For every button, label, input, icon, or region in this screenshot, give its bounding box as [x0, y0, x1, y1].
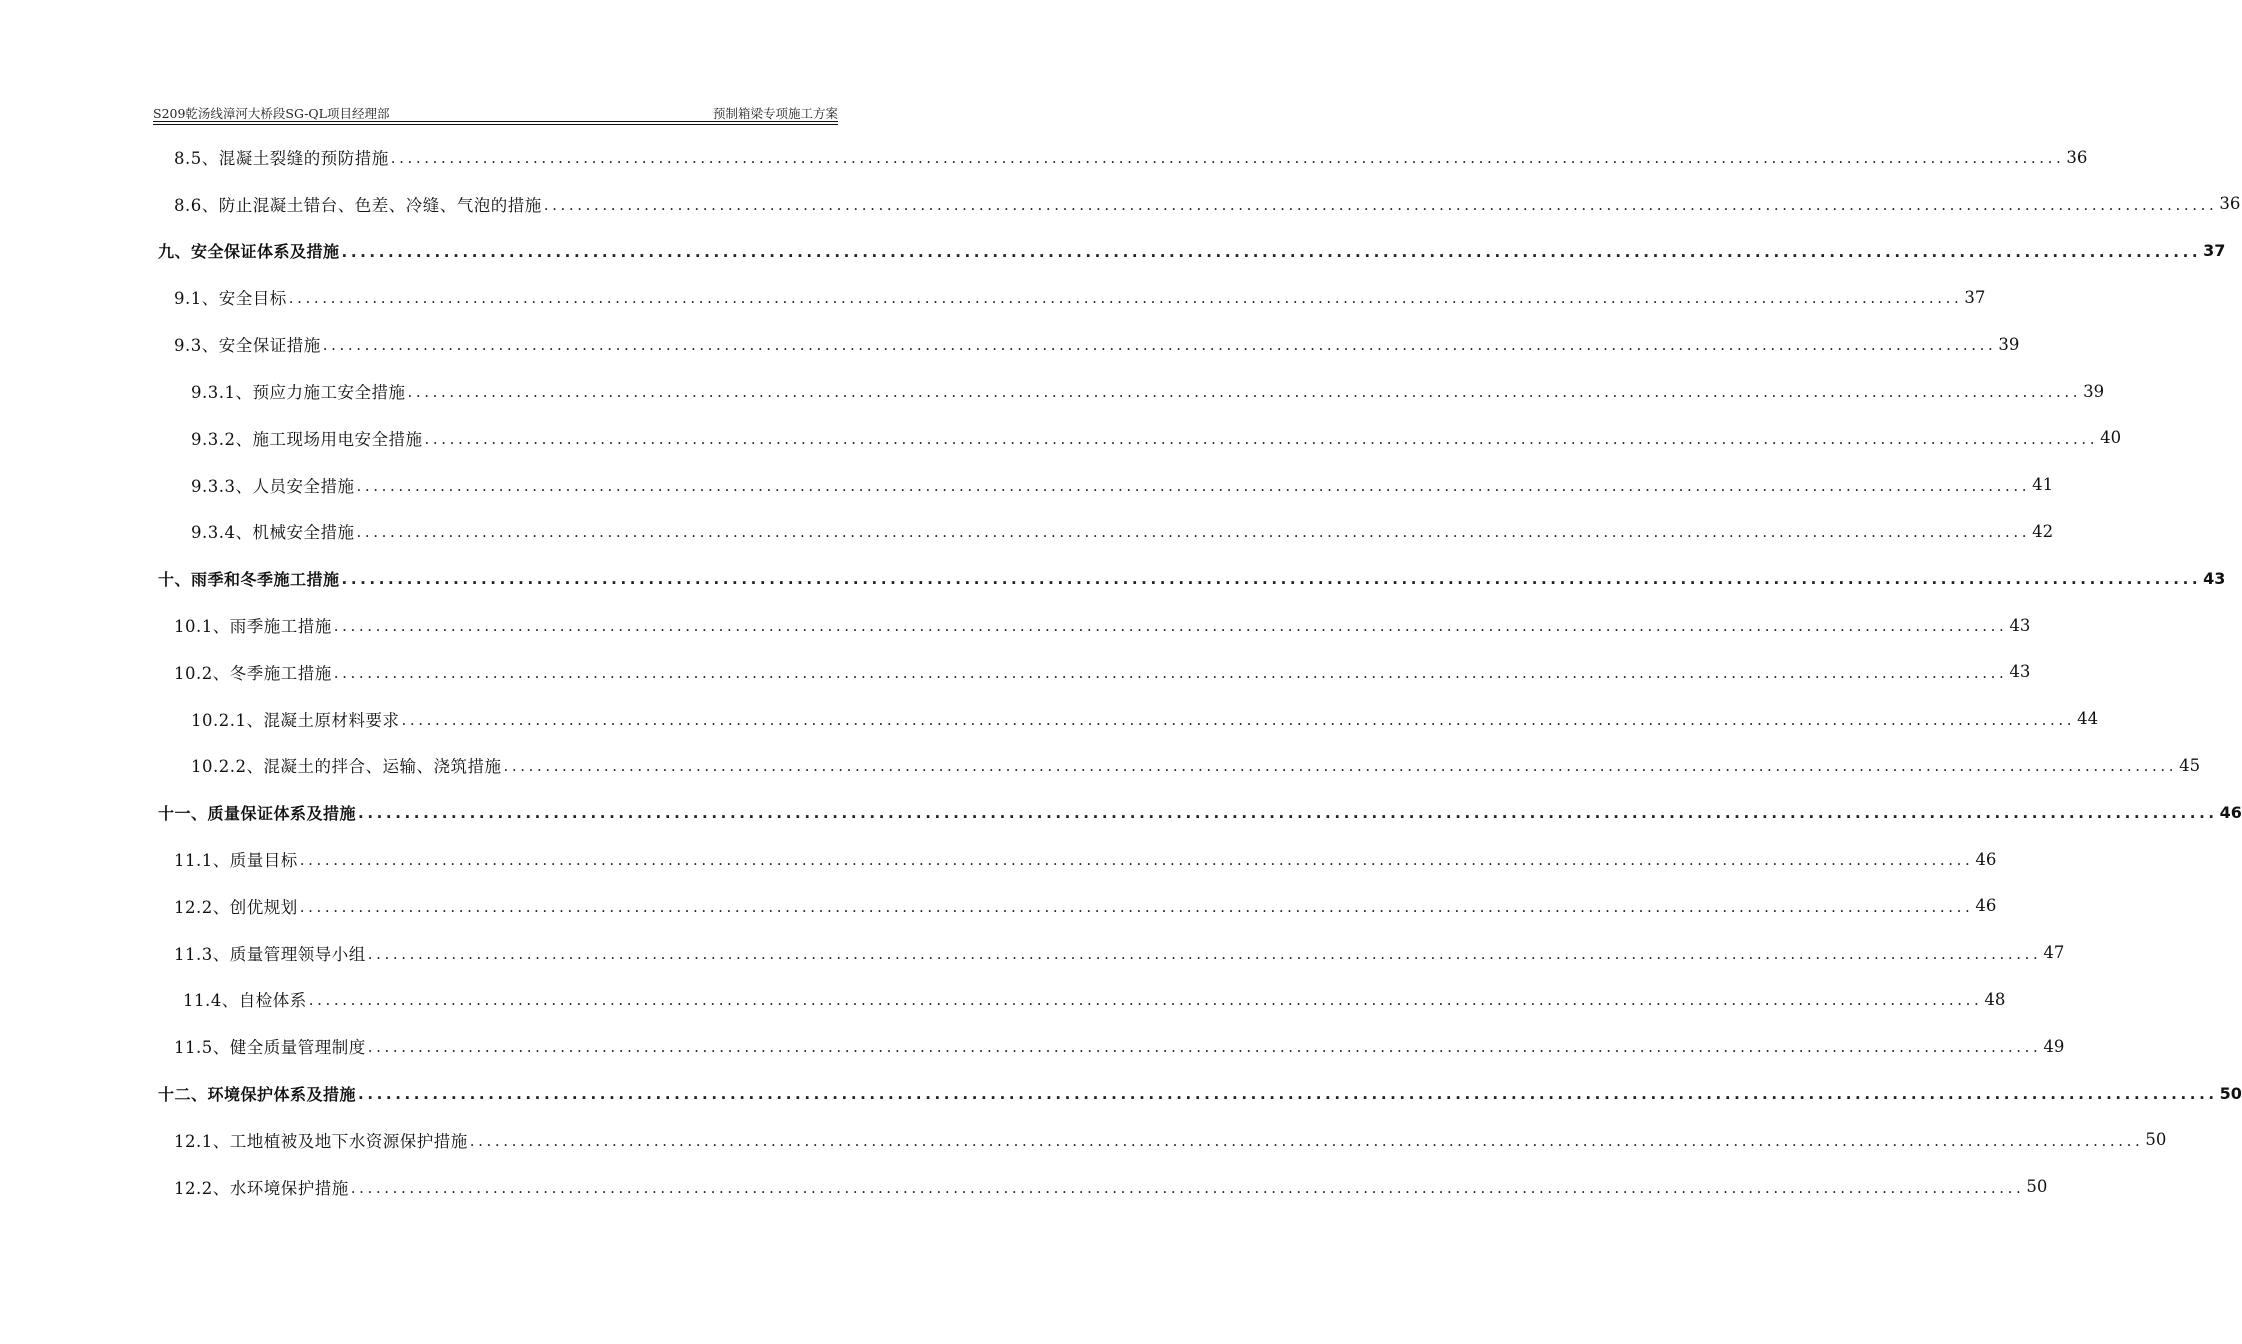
- toc-entry-page-number: 39: [2083, 381, 2105, 401]
- toc-entry-page-number: 42: [2032, 521, 2054, 541]
- toc-entry[interactable]: [191, 425, 2122, 451]
- toc-dot-leader: ........................................................................................................................................................................................................: [333, 617, 2008, 635]
- toc-entry[interactable]: [174, 331, 2020, 357]
- toc-dot-leader: ........................................................................................................................................................................................................: [288, 289, 1963, 308]
- toc-dot-leader: ........................................................................................................................................................................................................: [356, 523, 2031, 542]
- toc-dot-leader: ........................................................................................................................................................................................................: [543, 195, 2218, 214]
- toc-dot-leader: ........................................................................................................................................................................................................: [503, 757, 2178, 776]
- toc-dot-leader: ........................................................................................................................................................................................................: [341, 242, 2202, 261]
- toc-entry-page-number: 46: [2219, 802, 2242, 822]
- toc-dot-leader: ........................................................................................................................................................................................................: [358, 804, 2218, 823]
- toc-entry-title: 十二、环境保护体系及措施: [158, 1084, 357, 1104]
- toc-entry[interactable]: [174, 191, 2241, 217]
- toc-entry-title: 8.5、混凝土裂缝的预防措施: [174, 149, 389, 168]
- toc-entry-title: 9.1、安全目标: [174, 289, 287, 309]
- toc-entry-page-number: 40: [2100, 428, 2122, 448]
- header-document-title: 预制箱梁专项施工方案: [712, 106, 838, 121]
- toc-entry[interactable]: [158, 1080, 2242, 1106]
- toc-entry-page-number: 49: [2043, 1036, 2065, 1056]
- toc-entry-title: 11.4、自检体系: [183, 991, 307, 1011]
- toc-entry-page-number: 43: [2203, 568, 2226, 588]
- toc-entry-title: 9.3.2、施工现场用电安全措施: [191, 429, 423, 449]
- toc-entry-title: 九、安全保证体系及措施: [158, 242, 340, 262]
- toc-dot-leader: ........................................................................................................................................................................................................: [341, 570, 2202, 589]
- toc-entry-title: 10.1、雨季施工措施: [174, 617, 332, 636]
- header-divider-thin: [153, 124, 838, 125]
- toc-entry[interactable]: [183, 986, 2006, 1012]
- toc-entry-page-number: 48: [1984, 989, 2006, 1009]
- toc-entry-page-number: 36: [2066, 147, 2088, 167]
- toc-entry[interactable]: [174, 893, 1997, 919]
- toc-entry-page-number: 46: [1975, 896, 1997, 916]
- toc-entry[interactable]: [174, 1127, 2167, 1153]
- toc-dot-leader: ........................................................................................................................................................................................................: [401, 710, 2076, 729]
- toc-entry[interactable]: [158, 565, 2226, 591]
- toc-entry[interactable]: [174, 1033, 2065, 1059]
- toc-dot-leader: ........................................................................................................................................................................................................: [407, 383, 2082, 401]
- toc-dot-leader: ........................................................................................................................................................................................................: [299, 851, 1974, 869]
- toc-dot-leader: ........................................................................................................................................................................................................: [424, 429, 2099, 448]
- toc-entry[interactable]: [191, 472, 2054, 498]
- toc-entry[interactable]: [174, 612, 2031, 638]
- toc-entry[interactable]: [174, 144, 2088, 170]
- toc-entry[interactable]: [191, 752, 2201, 778]
- toc-dot-leader: ........................................................................................................................................................................................................: [350, 1178, 2025, 1197]
- toc-entry[interactable]: [174, 940, 2065, 966]
- toc-entry-page-number: 44: [2077, 709, 2099, 729]
- toc-entry-title: 10.2.2、混凝土的拌合、运输、浇筑措施: [191, 757, 502, 777]
- toc-dot-leader: ........................................................................................................................................................................................................: [356, 476, 2031, 495]
- toc-dot-leader: ........................................................................................................................................................................................................: [367, 1038, 2042, 1057]
- toc-entry-page-number: 43: [2009, 662, 2031, 682]
- toc-entry-title: 9.3.3、人员安全措施: [191, 476, 355, 496]
- toc-entry[interactable]: [191, 706, 2099, 732]
- header-project-name: S209乾汤线漳河大桥段SG-QL项目经理部: [153, 106, 390, 121]
- toc-entry-title: 10.2.1、混凝土原材料要求: [191, 710, 400, 730]
- toc-entry-title: 十、雨季和冬季施工措施: [158, 569, 340, 589]
- header-divider: [153, 121, 838, 122]
- toc-entry-title: 11.1、质量目标: [174, 851, 298, 870]
- toc-entry-title: 10.2、冬季施工措施: [174, 663, 332, 683]
- toc-entry[interactable]: [191, 518, 2054, 544]
- toc-entry-page-number: 50: [2145, 1130, 2167, 1150]
- toc-entry-page-number: 43: [2009, 615, 2031, 635]
- toc-entry-title: 8.6、防止混凝土错台、色差、冷缝、气泡的措施: [174, 195, 542, 215]
- toc-entry-page-number: 45: [2179, 755, 2201, 775]
- toc-dot-leader: ........................................................................................................................................................................................................: [358, 1085, 2218, 1103]
- toc-entry[interactable]: [174, 284, 1986, 310]
- toc-entry-page-number: 50: [2026, 1177, 2048, 1197]
- toc-entry-title: 9.3、安全保证措施: [174, 336, 321, 356]
- toc-dot-leader: ........................................................................................................................................................................................................: [390, 149, 2065, 167]
- toc-entry-page-number: 39: [1998, 334, 2020, 354]
- toc-entry-title: 9.3.4、机械安全措施: [191, 523, 355, 543]
- toc-dot-leader: ........................................................................................................................................................................................................: [367, 944, 2042, 963]
- toc-entry-page-number: 37: [2203, 241, 2226, 261]
- toc-entry-page-number: 41: [2032, 475, 2054, 495]
- toc-entry[interactable]: [174, 846, 1997, 872]
- toc-dot-leader: ........................................................................................................................................................................................................: [299, 897, 1974, 916]
- toc-entry-page-number: 46: [1975, 849, 1997, 869]
- toc-entry-page-number: 37: [1964, 287, 1986, 307]
- toc-entry[interactable]: [174, 1174, 2048, 1200]
- toc-entry[interactable]: [158, 799, 2242, 825]
- toc-entry-title: 12.1、工地植被及地下水资源保护措施: [174, 1131, 468, 1151]
- toc-entry-title: 十一、质量保证体系及措施: [158, 803, 357, 823]
- toc-entry-page-number: 50: [2219, 1083, 2242, 1103]
- toc-entry-title: 11.3、质量管理领导小组: [174, 944, 366, 964]
- toc-dot-leader: ........................................................................................................................................................................................................: [322, 336, 1997, 355]
- page-header: [153, 104, 838, 122]
- toc-entry[interactable]: [191, 378, 2105, 404]
- toc-dot-leader: ........................................................................................................................................................................................................: [333, 663, 2008, 682]
- toc-dot-leader: ........................................................................................................................................................................................................: [308, 991, 1983, 1010]
- toc-entry[interactable]: [158, 238, 2226, 264]
- toc-entry-title: 11.5、健全质量管理制度: [174, 1038, 366, 1058]
- toc-entry-title: 12.2、创优规划: [174, 897, 298, 917]
- toc-entry-page-number: 36: [2219, 194, 2241, 214]
- toc-entry-title: 12.2、水环境保护措施: [174, 1178, 349, 1198]
- toc-entry-page-number: 47: [2043, 943, 2065, 963]
- toc-entry[interactable]: [174, 659, 2031, 685]
- toc-dot-leader: ........................................................................................................................................................................................................: [469, 1131, 2144, 1150]
- toc-entry-title: 9.3.1、预应力施工安全措施: [191, 383, 406, 402]
